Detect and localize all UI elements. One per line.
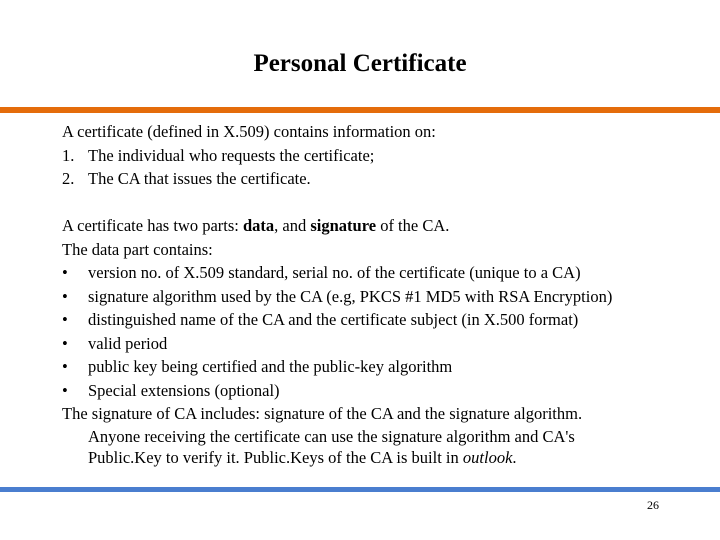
bullet-glyph: • [62,380,68,400]
item-number: 1. [62,145,75,165]
publickey-suffix: . [512,447,517,467]
footer-divider-bar [0,487,720,492]
bullet-text: valid period [88,333,168,353]
bullet-text: public key being certified and the public-key algorithm [88,357,453,376]
bullet-glyph: • [62,310,68,329]
intro-line: A certificate (defined in X.509) contains information on: [62,122,436,141]
numbered-item [62,144,702,168]
paragraph-gap [62,191,702,215]
item-text: The CA that issues the certificate. [88,169,311,188]
bullet-glyph: • [62,263,68,282]
parts-prefix: A certificate has two parts: [62,216,243,235]
item-number: 2. [62,169,75,188]
bullet-text: version no. of X.509 standard, serial no. of the certificate (unique to a CA) [88,263,581,282]
bullet-item [62,285,702,309]
anyone-line: Anyone receiving the certificate can use the signature algorithm and CA's [88,426,575,446]
page-number: 26 [647,498,659,512]
publickey-prefix: Public.Key to verify it. Public.Keys of the CA is built in [88,447,463,467]
outlook-word: outlook [462,447,513,467]
title-divider-bar [0,107,720,113]
parts-middle: , and [274,216,311,235]
bullet-text: distinguished name of the CA and the certificate subject (in X.500 format) [88,310,579,329]
numbered-item [62,167,702,191]
signature-line: The signature of CA includes: signature of the CA and the signature algorithm. [62,404,583,423]
bullet-item [62,261,702,285]
bullet-item [62,379,702,403]
bullet-item [62,355,702,379]
slide-body [62,120,702,468]
data-word: data [242,216,275,235]
bullet-item [62,308,702,332]
signature-word: signature [310,216,377,235]
bullet-glyph: • [62,333,68,353]
bullet-text: Special extensions (optional) [88,380,280,400]
publickey-line [62,447,702,468]
bullet-item [62,332,702,356]
bullet-glyph: • [62,357,68,376]
bullet-glyph: • [62,286,68,306]
parts-suffix: of the CA. [376,216,450,235]
two-parts-line [62,214,702,238]
bullet-text: signature algorithm used by the CA (e.g, PKCS #1 MD5 with RSA Encryption) [88,286,613,306]
data-part-heading: The data part contains: [62,239,213,259]
slide-title: Personal Certificate [253,50,467,77]
item-text: The individual who requests the certificate; [88,145,375,165]
